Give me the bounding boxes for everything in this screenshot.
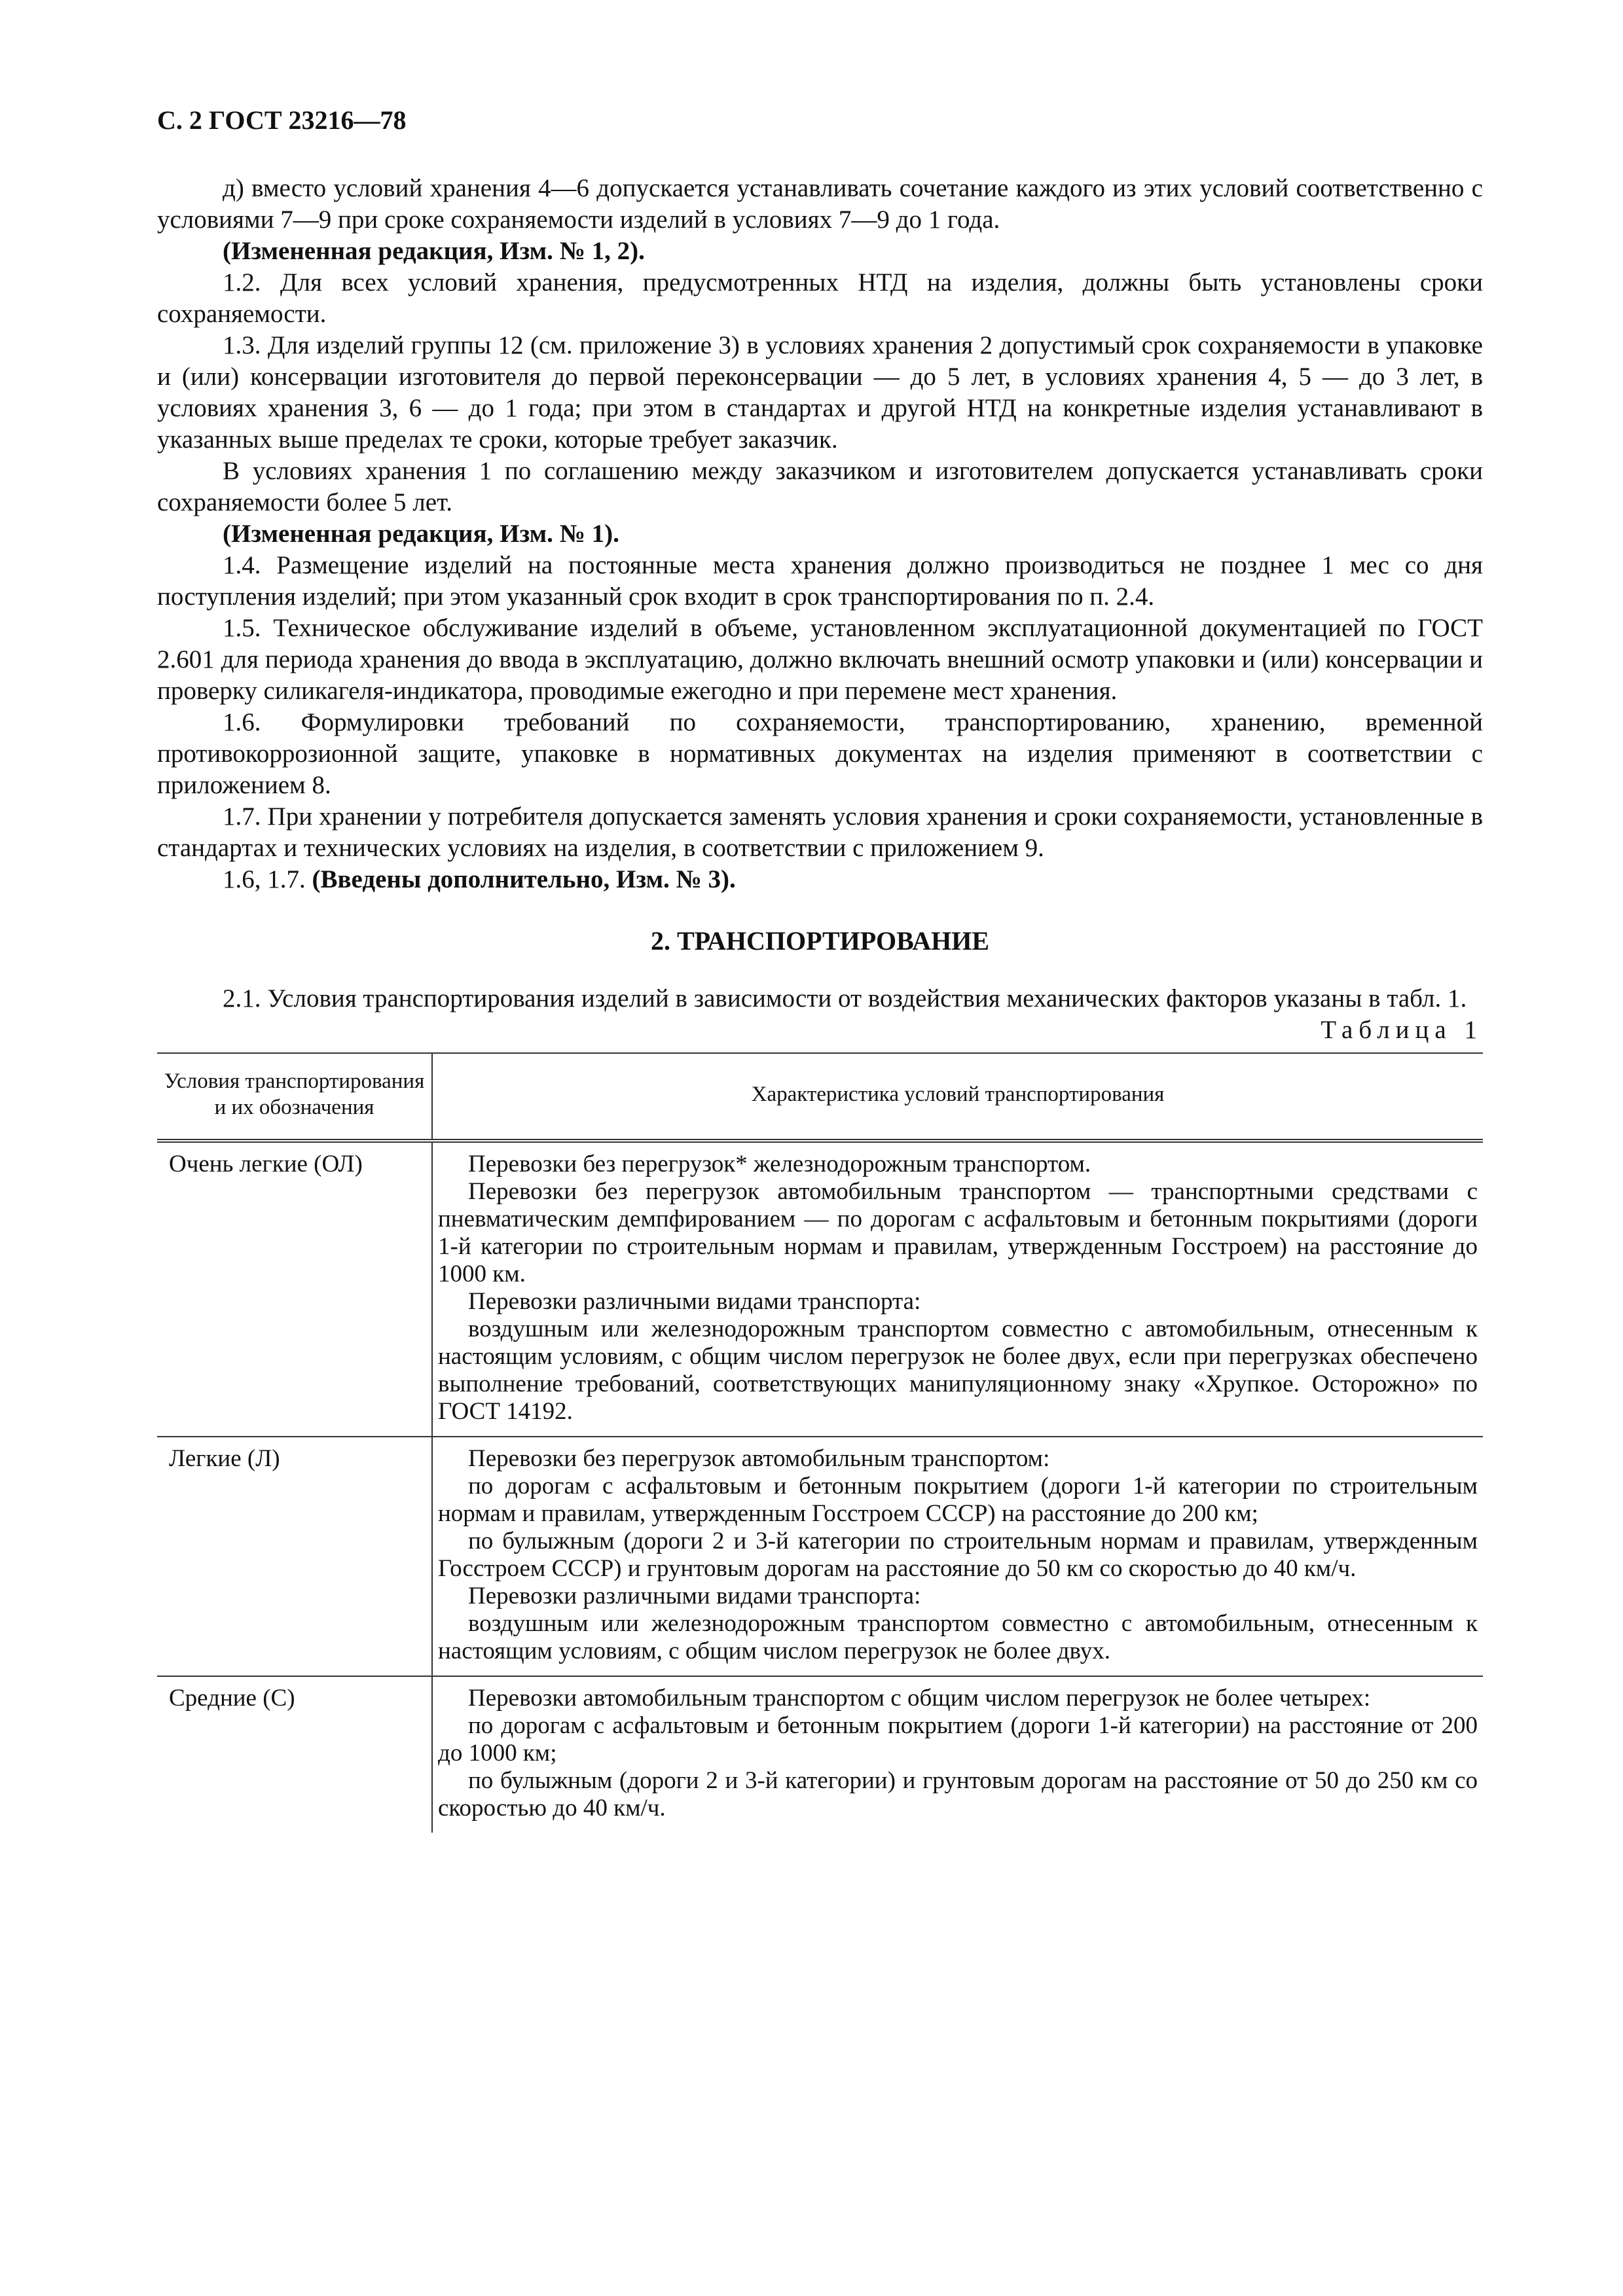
condition-cell: Легкие (Л) xyxy=(157,1437,432,1676)
amendment-line xyxy=(157,864,1483,895)
clause-paragraph: д) вместо условий хранения 4—6 допускается устанавливать сочетание каждого из этих условий соответственно с условиями 7—9 при сроке сохраняемости изделий в условиях 7—9 до 1 года. xyxy=(157,174,1483,234)
transport-conditions-table xyxy=(157,1052,1483,1833)
amendment-note: (Измененная редакция, Изм. № 1). xyxy=(223,520,619,548)
description-line: воздушным или железнодорожным транспортом совместно с автомобильным, отнесенным к настоящим условиям, с общим числом перегрузок не более двух, если при перегрузках обеспечено выполнение требований, соответствующих манипуляционному знаку «Хрупкое. Осторожно» по ГОСТ 14192. xyxy=(438,1316,1478,1425)
clause-paragraph: 1.4. Размещение изделий на постоянные места хранения должно производиться не позднее 1 мес со дня поступления изделий; при этом указанный срок входит в срок транспортирования по п. 2.4. xyxy=(157,551,1483,611)
clause-paragraph: 1.3. Для изделий группы 12 (см. приложение 3) в условиях хранения 2 допустимый срок сохраняемости в упаковке и (или) консервации изготовителя до первой переконсервации — до 5 лет, в условиях хранения 4, 5 — до 3 лет, в условиях хранения 3, 6 — до 1 года; при этом в стандартах и другой НТД на конкретные изделия устанавливают в указанных выше пределах те сроки, которые требует заказчик. xyxy=(157,331,1483,454)
clause-paragraph: 1.7. При хранении у потребителя допускается заменять условия хранения и сроки сохраняемости, установленные в стандартах и технических условиях на изделия, в соответствии с приложением 9. xyxy=(157,802,1483,862)
condition-cell: Очень легкие (ОЛ) xyxy=(157,1141,432,1437)
document-page xyxy=(157,105,1483,1833)
column-header-characteristics: Характеристика условий транспортирования xyxy=(432,1053,1483,1141)
description-line: по дорогам с асфальтовым и бетонным покрытием (дороги 1-й категории по строительным нормам и правилам, утвержденным Госстроем СССР) на расстояние до 200 км; xyxy=(438,1473,1478,1527)
description-line: по дорогам с асфальтовым и бетонным покрытием (дороги 1-й категории) на расстояние от 200 до 1000 км; xyxy=(438,1712,1478,1767)
description-line: воздушным или железнодорожным транспортом совместно с автомобильным, отнесенным к настоящим условиям, с общим числом перегрузок не более двух. xyxy=(438,1610,1478,1664)
description-line: Перевозки автомобильным транспортом с общим числом перегрузок не более четырех: xyxy=(468,1685,1371,1712)
table-row xyxy=(157,1437,1483,1676)
description-cell xyxy=(432,1676,1483,1833)
description-line: по булыжным (дороги 2 и 3-й категории по строительным нормам и правилам, утвержденным Госстроем СССР) и грунтовым дорогам на расстояние до 50 км со скоростью до 40 км/ч. xyxy=(438,1528,1478,1582)
table-row xyxy=(157,1141,1483,1437)
description-line: по булыжным (дороги 2 и 3-й категории) и грунтовым дорогам на расстояние от 50 до 250 км со скоростью до 40 км/ч. xyxy=(438,1767,1478,1821)
amendment-ref: 1.6, 1.7. xyxy=(223,865,306,893)
clause-paragraph: 1.2. Для всех условий хранения, предусмотренных НТД на изделия, должны быть установлены сроки сохраняемости. xyxy=(157,268,1483,328)
description-line: Перевозки без перегрузок* железнодорожным транспортом. xyxy=(468,1151,1091,1177)
clause-paragraph: 1.6. Формулировки требований по сохраняемости, транспортированию, хранению, временной противокоррозионной защите, упаковке в нормативных документах на изделия применяют в соответствии с приложением 8. xyxy=(157,708,1483,799)
amendment-note: (Введены дополнительно, Изм. № 3). xyxy=(312,865,736,893)
section-title: 2. ТРАНСПОРТИРОВАНИЕ xyxy=(650,926,990,956)
table-row xyxy=(157,1676,1483,1833)
description-line: Перевозки без перегрузок автомобильным транспортом: xyxy=(468,1445,1050,1472)
description-cell xyxy=(432,1437,1483,1676)
description-line: Перевозки различными видами транспорта: xyxy=(468,1288,921,1315)
clause-paragraph: В условиях хранения 1 по соглашению между заказчиком и изготовителем допускается устанавливать сроки сохраняемости более 5 лет. xyxy=(157,457,1483,516)
table-header-row xyxy=(157,1053,1483,1141)
description-cell xyxy=(432,1141,1483,1437)
description-line: Перевозки различными видами транспорта: xyxy=(468,1583,921,1609)
table-caption: Таблица 1 xyxy=(1321,1016,1483,1044)
description-line: Перевозки без перегрузок автомобильным транспортом — транспортными средствами с пневматическим демпфированием — по дорогам с асфальтовым и бетонным покрытиями (дороги 1-й категории по строительным нормам и правилам, утвержденным Госстроем) на расстояние до 1000 км. xyxy=(438,1178,1478,1287)
column-header-conditions: Условия транспортирования и их обозначения xyxy=(157,1053,432,1141)
clause-list xyxy=(157,173,1483,895)
amendment-note: (Измененная редакция, Изм. № 1, 2). xyxy=(223,237,645,265)
section-intro: 2.1. Условия транспортирования изделий в зависимости от воздействия механических факторов указаны в табл. 1. xyxy=(223,984,1467,1013)
clause-paragraph: 1.5. Техническое обслуживание изделий в объеме, установленном эксплуатационной документацией по ГОСТ 2.601 для периода хранения до ввода в эксплуатацию, должно включать внешний осмотр упаковки и (или) консервации и проверку силикагеля-индикатора, проводимые ежегодно и при перемене мест хранения. xyxy=(157,614,1483,705)
condition-cell: Средние (С) xyxy=(157,1676,432,1833)
page-header: С. 2 ГОСТ 23216—78 xyxy=(157,105,407,135)
